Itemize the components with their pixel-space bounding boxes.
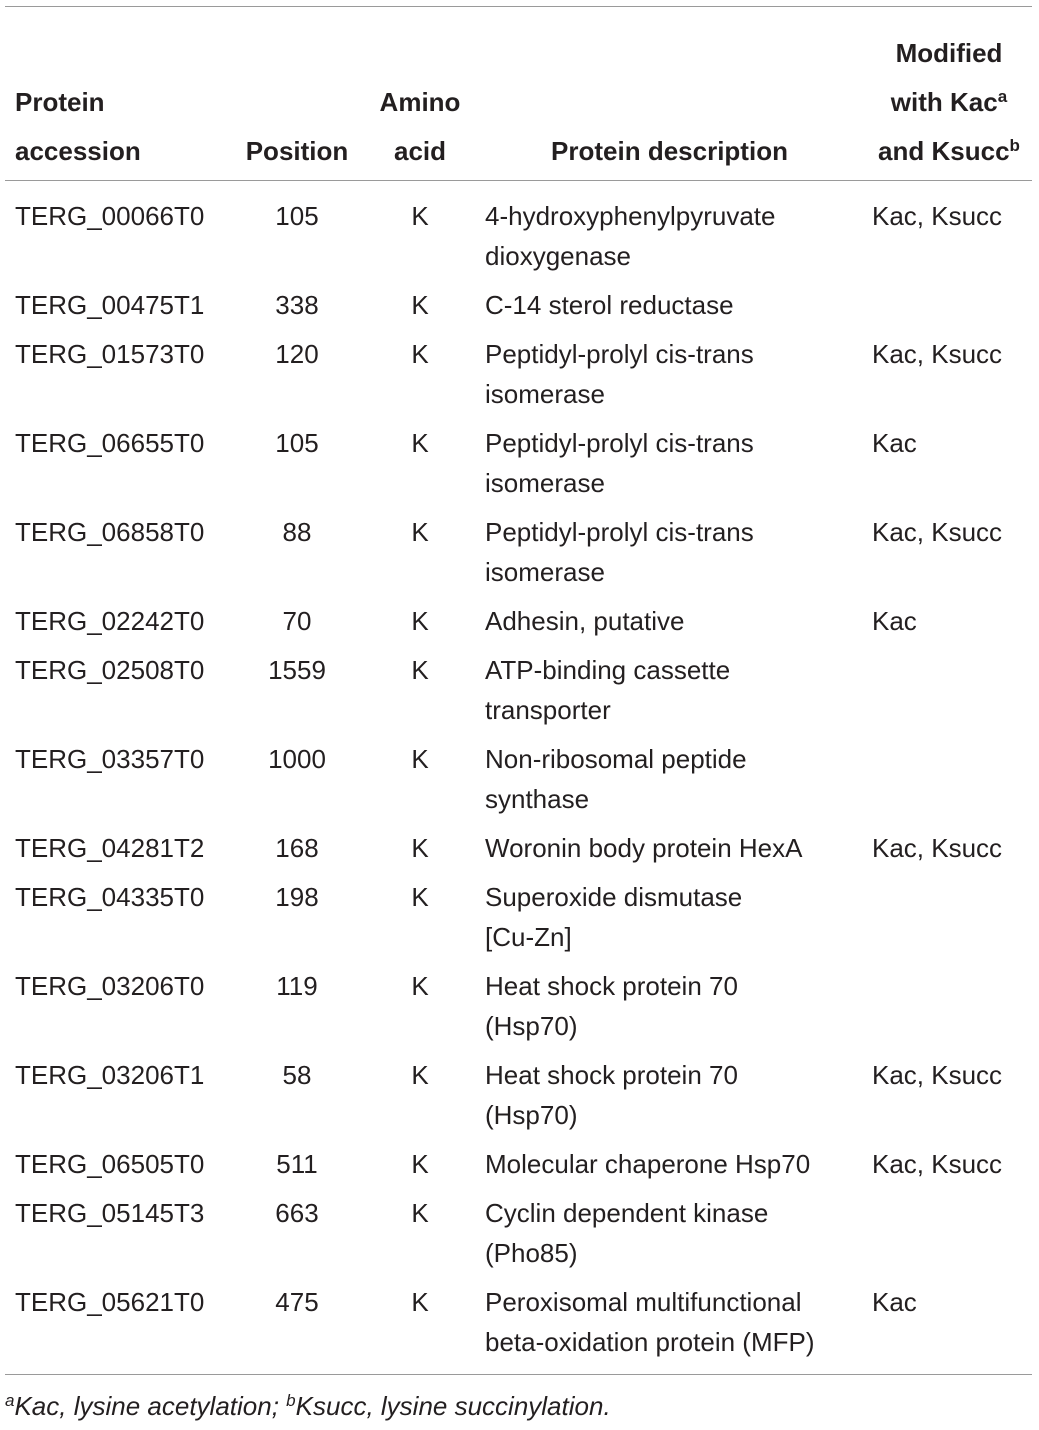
cell-position: 1559	[268, 655, 326, 685]
header-modified: Modified with Kac$^a$ and Ksucc$^b$	[878, 38, 1020, 166]
description-line: synthase	[485, 784, 590, 814]
cell-modified: Kac	[872, 1287, 917, 1317]
cell-accession: TERG_03206T1	[15, 1060, 205, 1090]
cell-accession: TERG_02242T0	[15, 606, 205, 636]
cell-modified: Kac, Ksucc	[872, 833, 1003, 863]
cell-amino-acid: K	[411, 606, 429, 636]
cell-modified: Kac, Ksucc	[872, 1149, 1003, 1179]
top-rule	[5, 6, 1032, 7]
cell-modified: Kac	[872, 428, 917, 458]
cell-amino-acid: K	[411, 1198, 429, 1228]
cell-position: 58	[282, 1060, 312, 1090]
cell-amino-acid: K	[411, 882, 429, 912]
cell-description	[473, 423, 866, 512]
cell-accession: TERG_03206T0	[15, 971, 205, 1001]
header-row	[5, 20, 1032, 179]
cell-amino-acid: K	[411, 1060, 429, 1090]
cell-description	[473, 334, 866, 423]
cell-description	[473, 650, 866, 739]
cell-amino-acid: K	[411, 1287, 429, 1317]
description-line: isomerase	[485, 468, 605, 498]
description-line: (Hsp70)	[485, 1011, 578, 1041]
cell-position: 105	[275, 201, 319, 231]
protein-table	[5, 20, 1032, 1371]
description-line: Peptidyl-prolyl cis-trans	[485, 428, 754, 458]
table-row	[5, 739, 1032, 828]
table-row	[5, 601, 1032, 650]
cell-accession: TERG_02508T0	[15, 655, 205, 685]
cell-modified	[866, 650, 1032, 739]
header-protein-description: Protein description	[551, 136, 788, 166]
description-line: dioxygenase	[485, 241, 631, 271]
description-line: Molecular chaperone Hsp70	[485, 1149, 811, 1179]
cell-description	[473, 285, 866, 334]
cell-accession: TERG_06858T0	[15, 517, 205, 547]
cell-accession: TERG_05145T3	[15, 1198, 205, 1228]
table-footnote: $^a$Kac, lysine acetylation; $^b$Ksucc, lysine succinylation.	[5, 1391, 611, 1421]
header-amino-acid: Amino acid	[379, 87, 461, 166]
cell-amino-acid: K	[411, 971, 429, 1001]
table-row	[5, 650, 1032, 739]
description-line: Woronin body protein HexA	[485, 833, 803, 863]
cell-description	[473, 828, 866, 877]
bottom-rule	[5, 1374, 1032, 1375]
cell-position: 120	[275, 339, 319, 369]
cell-accession: TERG_01573T0	[15, 339, 205, 369]
description-line: Superoxide dismutase	[485, 882, 743, 912]
cell-modified	[866, 966, 1032, 1055]
description-line: Cyclin dependent kinase	[485, 1198, 769, 1228]
cell-position: 663	[275, 1198, 319, 1228]
cell-modified: Kac, Ksucc	[872, 201, 1003, 231]
cell-amino-acid: K	[411, 655, 429, 685]
cell-description	[473, 179, 866, 285]
description-line: Peptidyl-prolyl cis-trans	[485, 339, 754, 369]
table-body	[5, 179, 1032, 1371]
cell-modified	[866, 877, 1032, 966]
cell-amino-acid: K	[411, 339, 429, 369]
cell-modified: Kac, Ksucc	[872, 339, 1003, 369]
description-line: Heat shock protein 70	[485, 1060, 738, 1090]
table-row	[5, 1055, 1032, 1144]
table-row	[5, 877, 1032, 966]
cell-position: 338	[275, 290, 319, 320]
description-line: ATP-binding cassette	[485, 655, 731, 685]
cell-accession: TERG_06505T0	[15, 1149, 205, 1179]
cell-description	[473, 1055, 866, 1144]
cell-description	[473, 1193, 866, 1282]
cell-accession: TERG_03357T0	[15, 744, 205, 774]
description-line: (Pho85)	[485, 1238, 578, 1268]
cell-modified	[866, 1193, 1032, 1282]
description-line: Peroxisomal multifunctional	[485, 1287, 802, 1317]
cell-accession: TERG_06655T0	[15, 428, 205, 458]
table-row	[5, 285, 1032, 334]
description-line: Adhesin, putative	[485, 606, 685, 636]
cell-description	[473, 601, 866, 650]
description-line: [Cu-Zn]	[485, 922, 572, 952]
cell-accession: TERG_05621T0	[15, 1287, 205, 1317]
cell-position: 119	[276, 971, 318, 1001]
cell-amino-acid: K	[411, 201, 429, 231]
cell-description	[473, 877, 866, 966]
cell-position: 70	[282, 606, 312, 636]
table-row	[5, 179, 1032, 285]
cell-modified	[866, 739, 1032, 828]
table-row	[5, 423, 1032, 512]
cell-description	[473, 1282, 866, 1371]
cell-modified: Kac, Ksucc	[872, 517, 1003, 547]
cell-amino-acid: K	[411, 1149, 429, 1179]
description-line: Non-ribosomal peptide	[485, 744, 747, 774]
table-row	[5, 828, 1032, 877]
description-line: beta-oxidation protein (MFP)	[485, 1327, 815, 1357]
description-line: isomerase	[485, 557, 605, 587]
cell-position: 105	[275, 428, 319, 458]
header-position: Position	[245, 136, 349, 166]
description-line: transporter	[485, 695, 611, 725]
table-row	[5, 334, 1032, 423]
cell-modified: Kac, Ksucc	[872, 1060, 1003, 1090]
cell-accession: TERG_00066T0	[15, 201, 205, 231]
description-line: C-14 sterol reductase	[485, 290, 734, 320]
table-row	[5, 1282, 1032, 1371]
cell-accession: TERG_04335T0	[15, 882, 205, 912]
cell-description	[473, 512, 866, 601]
cell-amino-acid: K	[411, 290, 429, 320]
cell-modified	[866, 285, 1032, 334]
cell-amino-acid: K	[411, 744, 429, 774]
cell-position: 1000	[268, 744, 326, 774]
cell-amino-acid: K	[411, 517, 429, 547]
cell-position: 88	[282, 517, 312, 547]
description-line: isomerase	[485, 379, 605, 409]
header-protein-accession: Protein accession	[15, 87, 141, 166]
description-line: Heat shock protein 70	[485, 971, 738, 1001]
description-line: Peptidyl-prolyl cis-trans	[485, 517, 754, 547]
table-row	[5, 512, 1032, 601]
description-line: 4-hydroxyphenylpyruvate	[485, 201, 776, 231]
cell-description	[473, 1144, 866, 1193]
cell-position: 475	[275, 1287, 319, 1317]
cell-accession: TERG_00475T1	[15, 290, 205, 320]
cell-description	[473, 739, 866, 828]
table-row	[5, 1193, 1032, 1282]
cell-accession: TERG_04281T2	[15, 833, 205, 863]
description-line: (Hsp70)	[485, 1100, 578, 1130]
cell-position: 168	[275, 833, 319, 863]
cell-amino-acid: K	[411, 428, 429, 458]
cell-position: 511	[276, 1149, 318, 1179]
table-row	[5, 1144, 1032, 1193]
cell-modified: Kac	[872, 606, 917, 636]
cell-amino-acid: K	[411, 833, 429, 863]
cell-description	[473, 966, 866, 1055]
cell-position: 198	[275, 882, 319, 912]
table-row	[5, 966, 1032, 1055]
